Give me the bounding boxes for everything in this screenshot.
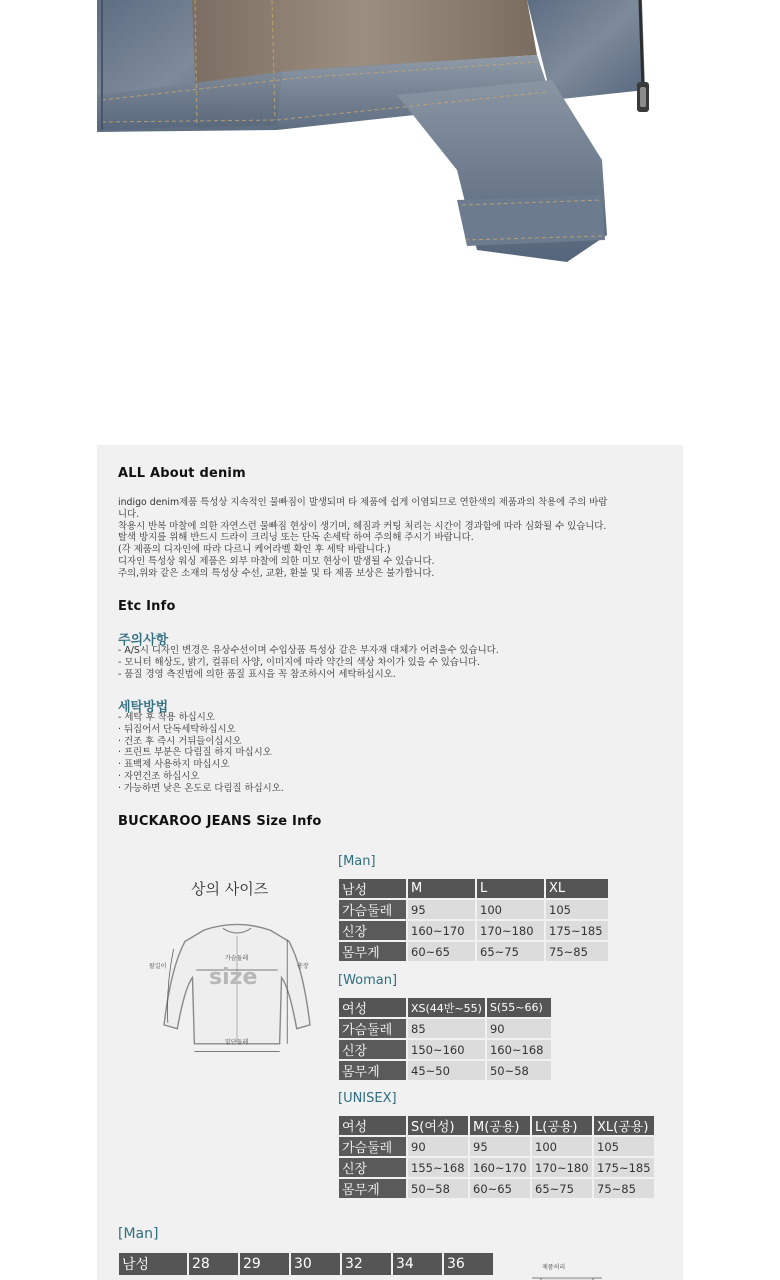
table-cell: 160~170 — [470, 1158, 530, 1177]
table-cell: 100 — [532, 1137, 592, 1156]
table-header-cell: 36 — [444, 1253, 493, 1275]
table-cell: 65~75 — [532, 1179, 592, 1198]
product-photo — [97, 0, 663, 265]
row-label: 가슴둘레 — [339, 1137, 406, 1156]
about-line: 니다. — [118, 508, 140, 520]
table-row — [339, 942, 608, 961]
table-header-cell: XL — [546, 879, 608, 898]
length-label: 총장 — [297, 963, 309, 970]
size-watermark: size — [209, 965, 258, 990]
wash-line: - 세탁 후 착용 하십시오 — [118, 712, 215, 723]
size-title: BUCKAROO JEANS Size Info — [118, 814, 322, 829]
about-text — [118, 497, 607, 580]
table-cell: 60~65 — [408, 942, 475, 961]
table-cell: 95 — [408, 900, 475, 919]
row-label: 가슴둘레 — [339, 900, 406, 919]
table-cell: 85 — [408, 1019, 485, 1038]
woman-label: [Woman] — [338, 973, 398, 988]
table-header-cell: 34 — [393, 1253, 442, 1275]
row-label: 신장 — [339, 1158, 406, 1177]
pants-diagram — [522, 1265, 612, 1280]
table-row — [339, 1040, 551, 1059]
table-header-cell: S(여성) — [408, 1116, 468, 1135]
table-header-row — [339, 1116, 654, 1135]
table-cell: 150~160 — [408, 1040, 485, 1059]
about-line: 착용시 반복 마찰에 의한 자연스런 물빠짐 현상이 생기며, 헤짐과 커팅 처리는 시간이 경과함에 따라 심화될 수 있습니다. — [118, 520, 607, 532]
table-header-cell: 29 — [240, 1253, 289, 1275]
info-panel — [97, 445, 683, 1280]
table-row — [339, 1179, 654, 1198]
table-header-cell: 남성 — [119, 1253, 187, 1275]
table-header-cell: L(공용) — [532, 1116, 592, 1135]
table-cell: 170~180 — [532, 1158, 592, 1177]
row-label: 신장 — [339, 921, 406, 940]
table-cell: 175~185 — [546, 921, 608, 940]
table-cell: 100 — [477, 900, 544, 919]
table-header-cell: XS(44반~55) — [408, 998, 485, 1017]
table-header-row — [339, 879, 608, 898]
table-header-cell: M(공용) — [470, 1116, 530, 1135]
hem-label: 밑단둘레 — [225, 1039, 249, 1046]
table-header-row — [119, 1253, 493, 1275]
table-header-cell: L — [477, 879, 544, 898]
table-cell: 65~75 — [477, 942, 544, 961]
about-title: ALL About denim — [118, 466, 246, 481]
pants-size-table — [117, 1251, 495, 1277]
table-header-cell: 32 — [342, 1253, 391, 1275]
row-label: 몸무게 — [339, 942, 406, 961]
sleeve-label: 팔길이 — [149, 963, 167, 970]
table-cell: 175~185 — [594, 1158, 654, 1177]
waist-label: 제품허리 — [542, 1264, 566, 1271]
table-cell: 105 — [546, 900, 608, 919]
table-cell: 95 — [470, 1137, 530, 1156]
wash-line: · 건조 후 즉시 거뒤들이십시오 — [118, 735, 242, 747]
about-line: indigo denim제품 특성상 지속적인 물빠짐이 발생되며 타 제품에 쉽게 이염되므로 연한색의 제품과의 착용에 주의 바랍 — [118, 497, 608, 508]
table-cell: 60~65 — [470, 1179, 530, 1198]
chest-label: 가슴둘레 — [225, 955, 249, 962]
table-header-cell: S(55~66) — [487, 998, 551, 1017]
table-header-cell: 여성 — [339, 998, 406, 1017]
pants-man-label: [Man] — [118, 1226, 159, 1242]
unisex-label: [UNISEX] — [338, 1091, 397, 1106]
table-row — [339, 1137, 654, 1156]
table-header-cell: 남성 — [339, 879, 406, 898]
caution-line: - A/S시 디자인 변경은 유상수선이며 수입상품 특성상 같은 부자재 대체가 어려울수 있습니다. — [118, 645, 499, 656]
table-cell: 105 — [594, 1137, 654, 1156]
row-label: 가슴둘레 — [339, 1019, 406, 1038]
table-header-cell: 28 — [189, 1253, 238, 1275]
wash-line: · 뒤집어서 단독세탁하십시오 — [118, 723, 236, 735]
table-cell: 50~58 — [408, 1179, 468, 1198]
table-row — [339, 921, 608, 940]
table-cell: 50~58 — [487, 1061, 551, 1080]
wash-line: · 프린트 부분은 다림질 하지 마십시오 — [118, 747, 272, 759]
unisex-size-table — [337, 1114, 656, 1200]
table-header-cell: XL(공용) — [594, 1116, 654, 1135]
about-line: 탈색 방지를 위해 반드시 드라이 크리닝 또는 단독 손세탁 하여 주의해 주시기 바랍니다. — [118, 532, 474, 544]
about-line: (각 제품의 디자인에 따라 다르니 케어라벨 확인 후 세탁 바랍니다.) — [118, 544, 391, 556]
woman-size-table — [337, 996, 553, 1082]
row-label: 신장 — [339, 1040, 406, 1059]
table-cell: 90 — [487, 1019, 551, 1038]
illustration-title: 상의 사이즈 — [191, 880, 269, 898]
table-row — [339, 1061, 551, 1080]
etc-title: Etc Info — [118, 599, 176, 614]
man-size-table — [337, 877, 610, 963]
row-label: 몸무게 — [339, 1061, 406, 1080]
table-cell: 160~168 — [487, 1040, 551, 1059]
table-header-row — [339, 998, 551, 1017]
table-row — [339, 900, 608, 919]
table-cell: 75~85 — [546, 942, 608, 961]
man-label: [Man] — [338, 854, 376, 869]
wash-text — [118, 712, 284, 795]
table-cell: 45~50 — [408, 1061, 485, 1080]
table-header-cell: 여성 — [339, 1116, 406, 1135]
table-row — [339, 1158, 654, 1177]
caution-line: - 품질 경영 측진법에 의한 품질 표시을 꼭 참조하시어 세탁하십시오. — [118, 668, 396, 680]
wash-title: 세탁방법 — [118, 700, 169, 715]
table-cell: 170~180 — [477, 921, 544, 940]
table-cell: 155~168 — [408, 1158, 468, 1177]
caution-line: - 모니터 해상도, 밝기, 컬퓨터 사양, 이미지에 따라 약간의 색상 차이가 있을 수 있습니다. — [118, 656, 480, 668]
wash-line: · 가능하면 낮은 온도로 다림질 하십시오. — [118, 782, 284, 794]
caution-title: 주의사항 — [118, 633, 169, 648]
table-cell: 160~170 — [408, 921, 475, 940]
table-header-cell: 30 — [291, 1253, 340, 1275]
wash-line: · 표백제 사용하지 마십시오 — [118, 759, 230, 771]
about-line: 주의,위와 같은 소재의 특성상 수선, 교환, 환불 및 타 제품 보상은 불가합니다. — [118, 567, 435, 579]
caution-text — [118, 645, 499, 680]
table-cell: 90 — [408, 1137, 468, 1156]
table-cell: 75~85 — [594, 1179, 654, 1198]
table-row — [339, 1019, 551, 1038]
row-label: 몸무게 — [339, 1179, 406, 1198]
table-header-cell: M — [408, 879, 475, 898]
wash-line: · 자연건조 하십시오 — [118, 770, 200, 782]
about-line: 디자인 특성상 워싱 제품은 외부 마찰에 의한 미모 현상이 발생될 수 있습니다. — [118, 555, 435, 567]
